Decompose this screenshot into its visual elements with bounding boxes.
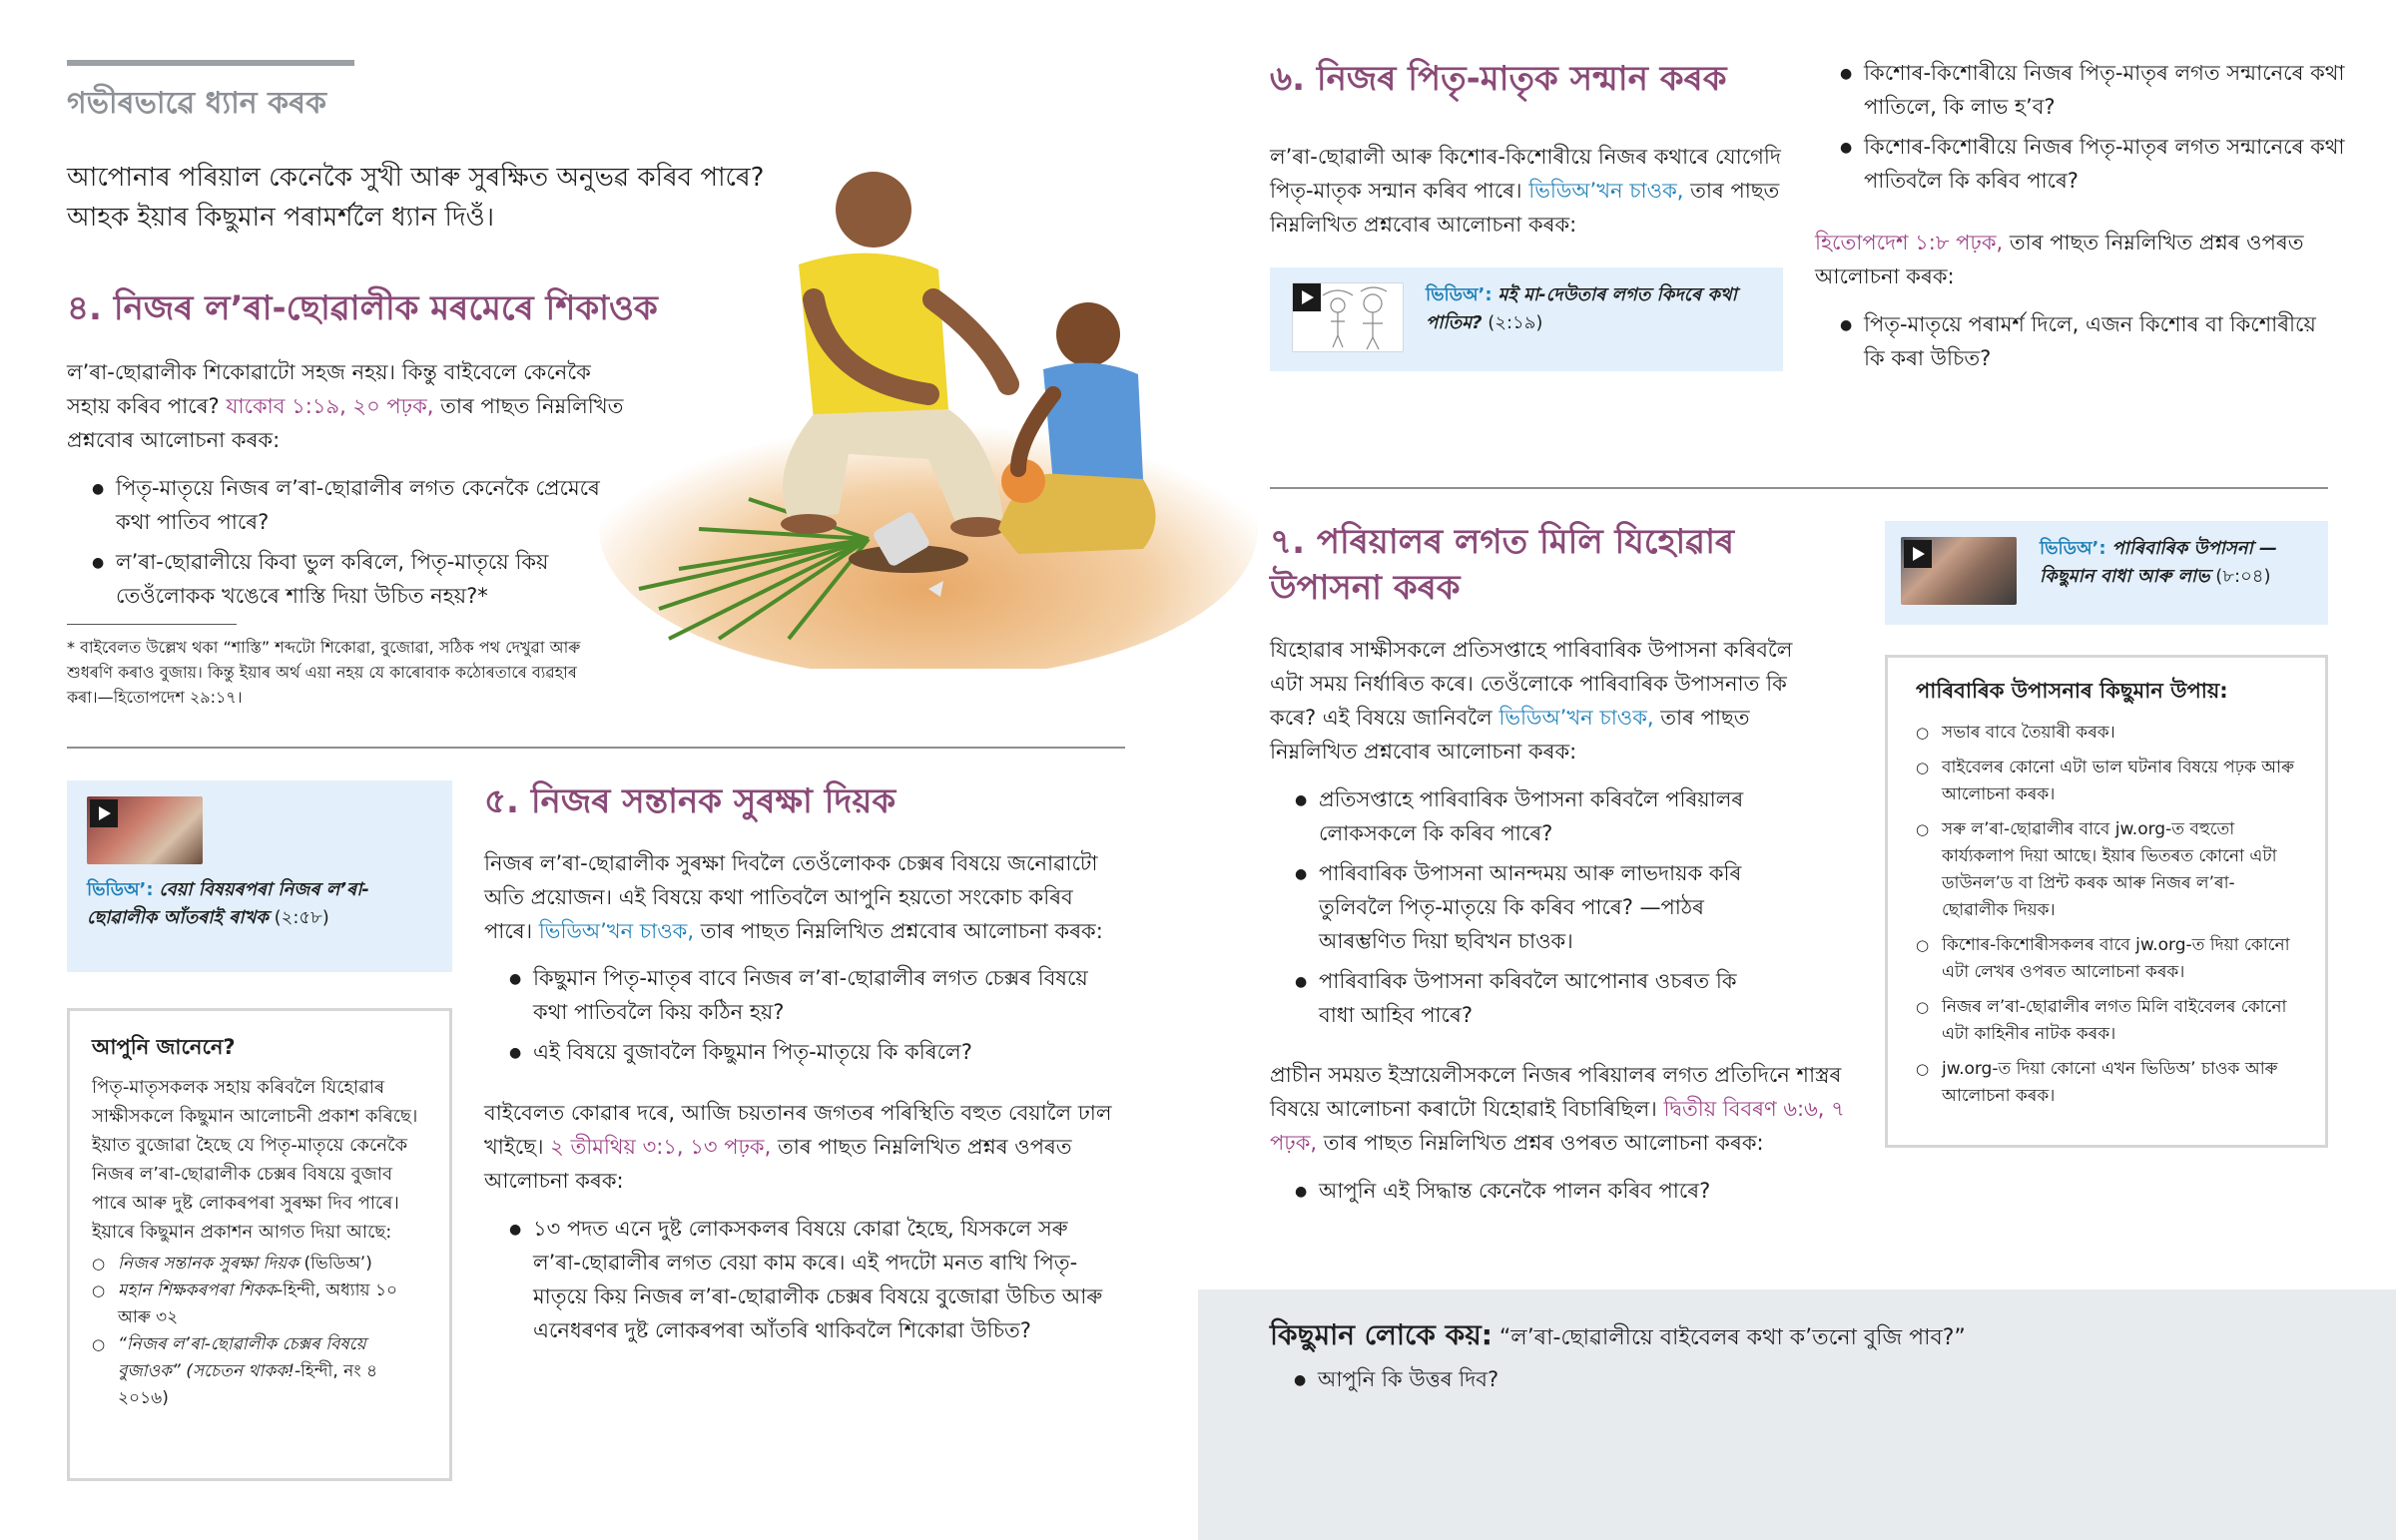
section-7-questions-1 <box>1295 782 1774 1032</box>
list-item: ○ নিজৰ ল’ৰা-ছোৱালীৰ লগত মিলি বাইবেলৰ কোনো এটা কাহিনীৰ নাটক কৰক। <box>1916 994 2297 1048</box>
video-title: বেয়া বিষয়ৰপৰা নিজৰ ল’ৰা-ছোৱালীক আঁতৰাই ৰাখক <box>87 879 369 928</box>
section-7-paragraph-2 <box>1270 1058 1849 1160</box>
video-title: পাৰিবাৰিক উপাসনা —কিছুমান বাধা আৰু লাভ <box>2040 538 2278 587</box>
watch-video-link[interactable]: ভিডিঅ’খন চাওক, <box>538 919 695 943</box>
kicker-rule <box>67 60 354 66</box>
publication-list <box>92 1251 427 1412</box>
sketch-figures <box>1293 283 1405 353</box>
s7-heading-line-1: ৭. পৰিয়ালৰ লগত মিলি যিহোৱাৰ <box>1270 522 1735 562</box>
footnote-rule <box>67 624 237 625</box>
list-item: ● ১৩ পদত এনে দুষ্ট লোকসকলৰ বিষয়ে কোৱা হৈছে, যিসকলে সৰু ল’ৰা-ছোৱালীৰ লগত বেয়া কাম কৰে। এই পদটো মনত ৰাখি পিতৃ-মাতৃয়ে কিয় নিজৰ ল’ৰা-ছোৱালীক চেক্সৰ বিষয়ে বুজোৱা উচিত আৰু এনেধৰণৰ দুষ্ট লোকৰপৰা আঁতৰি থাকিবলৈ শিকোৱা উচিত? <box>509 1212 1108 1347</box>
list-item: ● প্ৰতিসপ্তাহে পাৰিবাৰিক উপাসনা কৰিবলৈ পৰিয়ালৰ লোকসকলে কি কৰিব পাৰে? <box>1295 782 1774 850</box>
list-item: ● পিতৃ-মাতৃয়ে নিজৰ ল’ৰা-ছোৱালীৰ লগত কেনেকৈ প্ৰেমেৰে কথা পাতিব পাৰে? <box>92 471 631 539</box>
s5-text-c: বাইবেলত কোৱাৰ দৰে, আজি চয়তানৰ জগতৰ পৰিস্থিতি বহুত বেয়ালৈ ঢাল খাইছে। <box>484 1101 1112 1159</box>
list-item: ● পিতৃ-মাতৃয়ে পৰামৰ্শ দিলে, এজন কিশোৰ বা কিশোৰীয়ে কি কৰা উচিত? <box>1840 307 2319 375</box>
tips-list <box>1916 720 2297 1110</box>
watch-video-link[interactable]: ভিডিঅ’খন চাওক, <box>1498 706 1654 730</box>
s4-text-b: তাৰ পাছত নিম্নলিখিত প্ৰশ্নবোৰ আলোচনা কৰক: <box>67 394 624 452</box>
video-title: মই মা-দেউতাৰ লগত কিদৰে কথা পাতিম? <box>1426 284 1737 333</box>
s6-text-c: তাৰ পাছত নিম্নলিখিত প্ৰশ্নৰ ওপৰত আলোচনা কৰক: <box>1815 231 2304 288</box>
list-item: ● আপুনি কি উত্তৰ দিব? <box>1294 1362 2324 1396</box>
s5-text-d: তাৰ পাছত নিম্নলিখিত প্ৰশ্নৰ ওপৰত আলোচনা কৰক: <box>484 1135 1072 1193</box>
list-item: ● আপুনি এই সিদ্ধান্ত কেনেকৈ পালন কৰিব পাৰে? <box>1295 1174 1814 1208</box>
did-you-know-body: পিতৃ-মাতৃসকলক সহায় কৰিবলৈ যিহোৱাৰ সাক্ষীসকলে কিছুমান আলোচনী প্ৰকাশ কৰিছে। ইয়াত বুজোৱা হৈছে যে পিতৃ-মাতৃয়ে কেনেকৈ নিজৰ ল’ৰা-ছোৱালীক চেক্সৰ বিষয়ে বুজাব পাৰে আৰু দুষ্ট লোকৰপৰা সুৰক্ষা দিব পাৰে। ইয়াৰে কিছুমান প্ৰকাশন আগত দিয়া আছে: <box>92 1077 418 1243</box>
section-divider <box>1270 487 2328 489</box>
list-item: ○ jw.org-ত দিয়া কোনো এখন ভিডিঅ’ চাওক আৰু আলোচনা কৰক। <box>1916 1056 2297 1110</box>
video-thumbnail[interactable] <box>1901 537 2017 605</box>
section-6-paragraph-2 <box>1815 226 2354 293</box>
list-item: ● এই বিষয়ে বুজাবলৈ কিছুমান পিতৃ-মাতৃয়ে কি কৰিলে? <box>509 1035 1118 1069</box>
video-thumbnail[interactable] <box>87 796 203 864</box>
footnote: * বাইবেলত উল্লেখ থকা “শাস্তি” শব্দটো শিকোৱা, বুজোৱা, সঠিক পথ দেখুৱা আৰু শুধৰণি কৰাও বুজায়। কিন্তু ইয়াৰ অৰ্থ এয়া নহয় যে কাৰোবাক কঠোৰতাৰে ব্যৱহাৰ কৰা।—হিতোপদেশ ২৯:১৭। <box>67 638 581 707</box>
video-caption <box>1426 281 1765 337</box>
s6-text-b: তাৰ পাছত নিম্নলিখিত প্ৰশ্নবোৰ আলোচনা কৰক: <box>1270 179 1780 237</box>
list-item: ● কিশোৰ-কিশোৰীয়ে নিজৰ পিতৃ-মাতৃৰ লগত সন্মানেৰে কথা পাতিলে, কি লাভ হ’ব? <box>1840 56 2349 124</box>
scripture-link-timothy[interactable]: ২ তীমথিয় ৩:১, ১৩ পঢ়ক, <box>550 1135 772 1159</box>
video-label: ভিডিঅ’: <box>2040 538 2106 559</box>
section-6-paragraph <box>1270 140 1789 242</box>
list-item: ● ল’ৰা-ছোৱালীয়ে কিবা ভুল কৰিলে, পিতৃ-মাতৃয়ে কিয় তেওঁলোকক খঙেৰে শাস্তি দিয়া উচিত নহয়?* <box>92 545 631 613</box>
video-card-protect-children[interactable] <box>67 780 452 972</box>
s7-text-c: প্ৰাচীন সময়ত ইস্ৰায়েলীসকলে নিজৰ পৰিয়ালৰ লগত প্ৰতিদিনে শাস্ত্ৰৰ বিষয়ে আলোচনা কৰাটো যিহোৱাই বিচাৰিছিল। <box>1270 1063 1842 1121</box>
section-7-questions-2 <box>1295 1174 1814 1208</box>
section-4-questions <box>92 471 631 613</box>
video-label: ভিডিঅ’: <box>87 879 154 900</box>
section-divider <box>67 747 1125 749</box>
section-kicker: গভীৰভাৱে ধ্যান কৰক <box>67 86 327 121</box>
video-duration: (২:১৯) <box>1488 312 1543 333</box>
illustration-svg <box>599 170 1258 669</box>
list-item: ○ কিশোৰ-কিশোৰীসকলৰ বাবে jw.org-ত দিয়া কোনো এটা লেখৰ ওপৰত আলোচনা কৰক। <box>1916 932 2297 986</box>
family-worship-tips-box <box>1885 655 2328 1148</box>
list-item: ● কিছুমান পিতৃ-মাতৃৰ বাবে নিজৰ ল’ৰা-ছোৱালীৰ লগত চেক্সৰ বিষয়ে কথা পাতিবলৈ কিয় কঠিন হয়? <box>509 961 1118 1029</box>
list-item: ● কিশোৰ-কিশোৰীয়ে নিজৰ পিতৃ-মাতৃৰ লগত সন্মানেৰে কথা পাতিবলৈ কি কৰিব পাৰে? <box>1840 130 2349 198</box>
list-item[interactable]: ○ মহান শিক্ষকৰপৰা শিকক-হিন্দী, অধ্যায় ১০ আৰু ৩২ <box>92 1278 427 1331</box>
video-thumbnail[interactable] <box>1292 282 1404 352</box>
video-card-talk-to-parents[interactable] <box>1270 267 1783 371</box>
some-people-say-quote: “ল’ৰা-ছোৱালীয়ে বাইবেলৰ কথা ক’তনো বুজি পাব?” <box>1492 1325 1966 1350</box>
section-5-paragraph-2 <box>484 1096 1123 1198</box>
section-4-paragraph <box>67 355 636 457</box>
section-5-paragraph-1 <box>484 846 1123 948</box>
section-6-heading: ৬. নিজৰ পিতৃ-মাতৃক সন্মান কৰক <box>1270 59 1727 99</box>
did-you-know-title: আপুনি জানেনে? <box>92 1035 236 1059</box>
some-people-say-panel <box>1198 1289 2396 1540</box>
scripture-link-deuteronomy[interactable]: দ্বিতীয় বিবৰণ ৬:৬, ৭ পঢ়ক, <box>1270 1097 1845 1155</box>
list-item[interactable]: ○ “নিজৰ ল’ৰা-ছোৱালীক চেক্সৰ বিষয়ে বুজাওক” (সচেতন থাকক!-হিন্দী, নং ৪ ২০১৬) <box>92 1331 427 1412</box>
some-people-say-line <box>1270 1317 2324 1356</box>
video-duration: (৮:০৪) <box>2215 566 2271 587</box>
intro-line-2: আহক ইয়াৰ কিছুমান পৰামৰ্শলৈ ধ্যান দিওঁ। <box>67 203 495 233</box>
s6-text-a: ল’ৰা-ছোৱালী আৰু কিশোৰ-কিশোৰীয়ে নিজৰ কথাৰে যোগেদি পিতৃ-মাতৃক সন্মান কৰিব পাৰে। <box>1270 145 1781 203</box>
some-people-say-question <box>1294 1362 2324 1396</box>
list-item[interactable]: ○ নিজৰ সন্তানক সুৰক্ষা দিয়ক (ভিডিঅ’) <box>92 1251 427 1278</box>
section-5-heading: ৫. নিজৰ সন্তানক সুৰক্ষা দিয়ক <box>484 781 897 821</box>
play-icon[interactable] <box>90 799 118 827</box>
scripture-link-james[interactable]: যাকোব ১:১৯, ২০ পঢ়ক, <box>226 394 434 418</box>
video-caption <box>87 876 436 932</box>
s7-text-a: যিহোৱাৰ সাক্ষীসকলে প্ৰতিসপ্তাহে পাৰিবাৰিক উপাসনা কৰিবলৈ এটা সময় নিৰ্ধাৰিত কৰে। তেওঁলোকে পাৰিবাৰিক উপাসনাত কি কৰে? এই বিষয়ে জানিবলৈ <box>1270 638 1793 730</box>
s7-text-b: তাৰ পাছত নিম্নলিখিত প্ৰশ্নবোৰ আলোচনা কৰক: <box>1270 706 1750 764</box>
video-caption <box>2040 535 2319 591</box>
play-icon[interactable] <box>1904 540 1932 568</box>
section-4-heading: ৪. নিজৰ ল’ৰা-ছোৱালীক মৰমেৰে শিকাওক <box>67 288 658 328</box>
s5-text-b: তাৰ পাছত নিম্নলিখিত প্ৰশ্নবোৰ আলোচনা কৰক: <box>694 919 1103 943</box>
did-you-know-box <box>67 1008 452 1481</box>
section-6-questions-2 <box>1840 307 2319 375</box>
list-item: ○ বাইবেলৰ কোনো এটা ভাল ঘটনাৰ বিষয়ে পঢ়ক আৰু আলোচনা কৰক। <box>1916 755 2297 808</box>
section-5-questions-1 <box>509 961 1118 1069</box>
section-5-questions-2 <box>509 1212 1108 1347</box>
illustration-father-son <box>599 170 1258 669</box>
list-item: ○ সৰু ল’ৰা-ছোৱালীৰ বাবে jw.org-ত বহুতো কাৰ্য্যকলাপ দিয়া আছে। ইয়াৰ ভিতৰত কোনো এটা ডাউনল’ড বা প্ৰিন্ট কৰক আৰু নিজৰ ল’ৰা-ছোৱালীক দিয়ক। <box>1916 816 2297 924</box>
tips-title: পাৰিবাৰিক উপাসনাৰ কিছুমান উপায়: <box>1916 679 2228 703</box>
video-label: ভিডিঅ’: <box>1426 284 1493 305</box>
s7-text-d: তাৰ পাছত নিম্নলিখিত প্ৰশ্নৰ ওপৰত আলোচনা কৰক: <box>1317 1131 1764 1155</box>
list-item: ● পাৰিবাৰিক উপাসনা আনন্দময় আৰু লাভদায়ক কৰি তুলিবলৈ পিতৃ-মাতৃয়ে কি কৰিব পাৰে? —পাঠৰ আৰম্ভণিত দিয়া ছবিখন চাওক। <box>1295 856 1774 958</box>
list-item: ○ সভাৰ বাবে তৈয়াৰী কৰক। <box>1916 720 2297 747</box>
list-item: ● পাৰিবাৰিক উপাসনা কৰিবলৈ আপোনাৰ ওচৰত কি বাধা আহিব পাৰে? <box>1295 964 1774 1032</box>
intro-line-1: আপোনাৰ পৰিয়াল কেনেকৈ সুখী আৰু সুৰক্ষিত অনুভৱ কৰিব পাৰে? <box>67 163 765 193</box>
scripture-link-proverbs[interactable]: হিতোপদেশ ১:৮ পঢ়ক, <box>1815 231 2004 255</box>
watch-video-link[interactable]: ভিডিঅ’খন চাওক, <box>1528 179 1684 203</box>
video-duration: (২:৫৮) <box>274 907 329 928</box>
section-7-paragraph-1 <box>1270 633 1829 769</box>
s7-heading-line-2: উপাসনা কৰক <box>1270 568 1461 608</box>
section-6-questions-1 <box>1840 56 2349 198</box>
section-7-heading <box>1270 519 1829 611</box>
s4-text-a: ল’ৰা-ছোৱালীক শিকোৱাটো সহজ নহয়। কিন্তু বাইবেলে কেনেকৈ সহায় কৰিব পাৰে? <box>67 360 591 418</box>
video-card-family-worship[interactable] <box>1885 521 2328 625</box>
s5-text-a: নিজৰ ল’ৰা-ছোৱালীক সুৰক্ষা দিবলৈ তেওঁলোকক চেক্সৰ বিষয়ে জনোৱাটো অতি প্ৰয়োজন। এই বিষয়ে কথা পাতিবলৈ আপুনি হয়তো সংকোচ কৰিব পাৰে। <box>484 851 1098 943</box>
some-people-say-label: কিছুমান লোকে কয়: <box>1270 1318 1493 1351</box>
